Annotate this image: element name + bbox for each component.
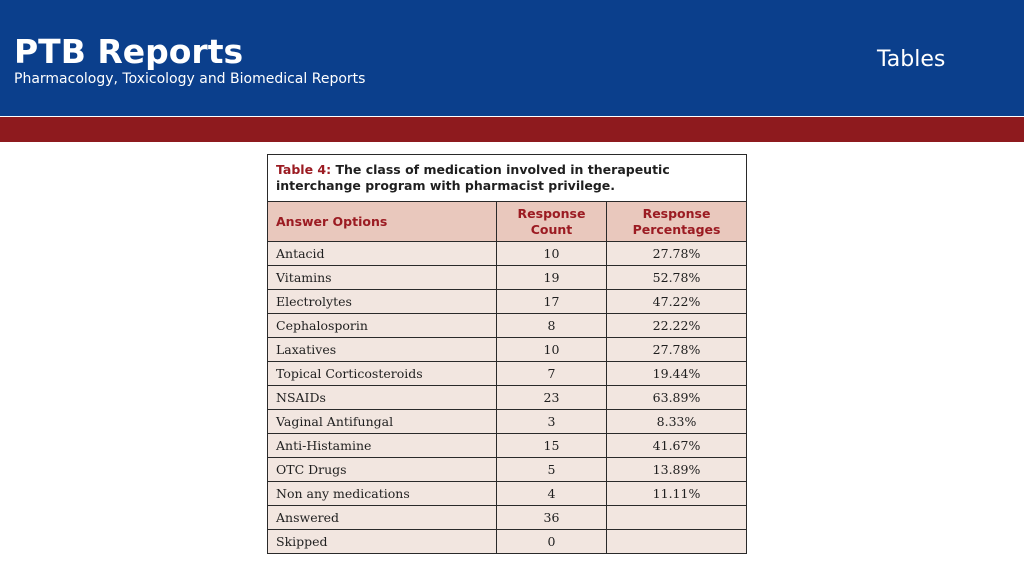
answer-option-cell: Non any medications — [268, 482, 497, 506]
answer-option-cell: Electrolytes — [268, 290, 497, 314]
table-caption-text: The class of medication involved in therapeutic interchange program with pharmacist privilege. — [276, 162, 670, 193]
response-count-cell: 4 — [497, 482, 607, 506]
answer-option-cell: Vaginal Antifungal — [268, 410, 497, 434]
response-percentage-cell: 63.89% — [607, 386, 747, 410]
column-header-response-percentages: Response Percentages — [607, 202, 747, 242]
table-row — [268, 482, 747, 506]
response-count-cell: 7 — [497, 362, 607, 386]
response-percentage-cell: 52.78% — [607, 266, 747, 290]
response-percentage-cell: 27.78% — [607, 338, 747, 362]
table-figure — [267, 154, 746, 554]
header-bar — [0, 0, 1024, 116]
table-row — [268, 314, 747, 338]
response-count-cell: 15 — [497, 434, 607, 458]
response-percentage-cell: 8.33% — [607, 410, 747, 434]
answer-option-cell: Laxatives — [268, 338, 497, 362]
response-percentage-cell: 19.44% — [607, 362, 747, 386]
table-row — [268, 434, 747, 458]
table-row — [268, 530, 747, 554]
answer-option-cell: OTC Drugs — [268, 458, 497, 482]
response-count-cell: 19 — [497, 266, 607, 290]
table-body — [268, 242, 747, 554]
response-percentage-cell — [607, 530, 747, 554]
answer-option-cell: Anti-Histamine — [268, 434, 497, 458]
table-row — [268, 506, 747, 530]
journal-subtitle: Pharmacology, Toxicology and Biomedical Reports — [14, 71, 366, 87]
answer-option-cell: Antacid — [268, 242, 497, 266]
table-row — [268, 410, 747, 434]
response-count-cell: 36 — [497, 506, 607, 530]
answer-option-cell: Topical Corticosteroids — [268, 362, 497, 386]
response-count-cell: 3 — [497, 410, 607, 434]
accent-band — [0, 117, 1024, 142]
answer-option-cell: Vitamins — [268, 266, 497, 290]
table-row — [268, 386, 747, 410]
answer-option-cell: Cephalosporin — [268, 314, 497, 338]
response-count-cell: 5 — [497, 458, 607, 482]
response-percentage-cell: 41.67% — [607, 434, 747, 458]
table-row — [268, 338, 747, 362]
response-count-cell: 23 — [497, 386, 607, 410]
response-percentage-cell: 22.22% — [607, 314, 747, 338]
response-count-cell: 10 — [497, 338, 607, 362]
response-percentage-cell: 11.11% — [607, 482, 747, 506]
table-row — [268, 458, 747, 482]
response-count-cell: 0 — [497, 530, 607, 554]
response-count-cell: 8 — [497, 314, 607, 338]
table-row — [268, 290, 747, 314]
journal-title: PTB Reports — [14, 32, 244, 71]
table-row — [268, 242, 747, 266]
answer-option-cell: Skipped — [268, 530, 497, 554]
table-row — [268, 362, 747, 386]
column-header-answer-options: Answer Options — [268, 202, 497, 242]
response-percentage-cell — [607, 506, 747, 530]
response-count-cell: 10 — [497, 242, 607, 266]
table-caption-label: Table 4: — [276, 162, 332, 177]
response-percentage-cell: 47.22% — [607, 290, 747, 314]
answer-option-cell: NSAIDs — [268, 386, 497, 410]
response-percentage-cell: 27.78% — [607, 242, 747, 266]
response-percentage-cell: 13.89% — [607, 458, 747, 482]
response-count-cell: 17 — [497, 290, 607, 314]
answer-option-cell: Answered — [268, 506, 497, 530]
medication-table — [267, 154, 747, 554]
section-label: Tables — [877, 47, 946, 72]
table-row — [268, 266, 747, 290]
column-header-response-count: Response Count — [497, 202, 607, 242]
table-caption — [268, 155, 747, 202]
